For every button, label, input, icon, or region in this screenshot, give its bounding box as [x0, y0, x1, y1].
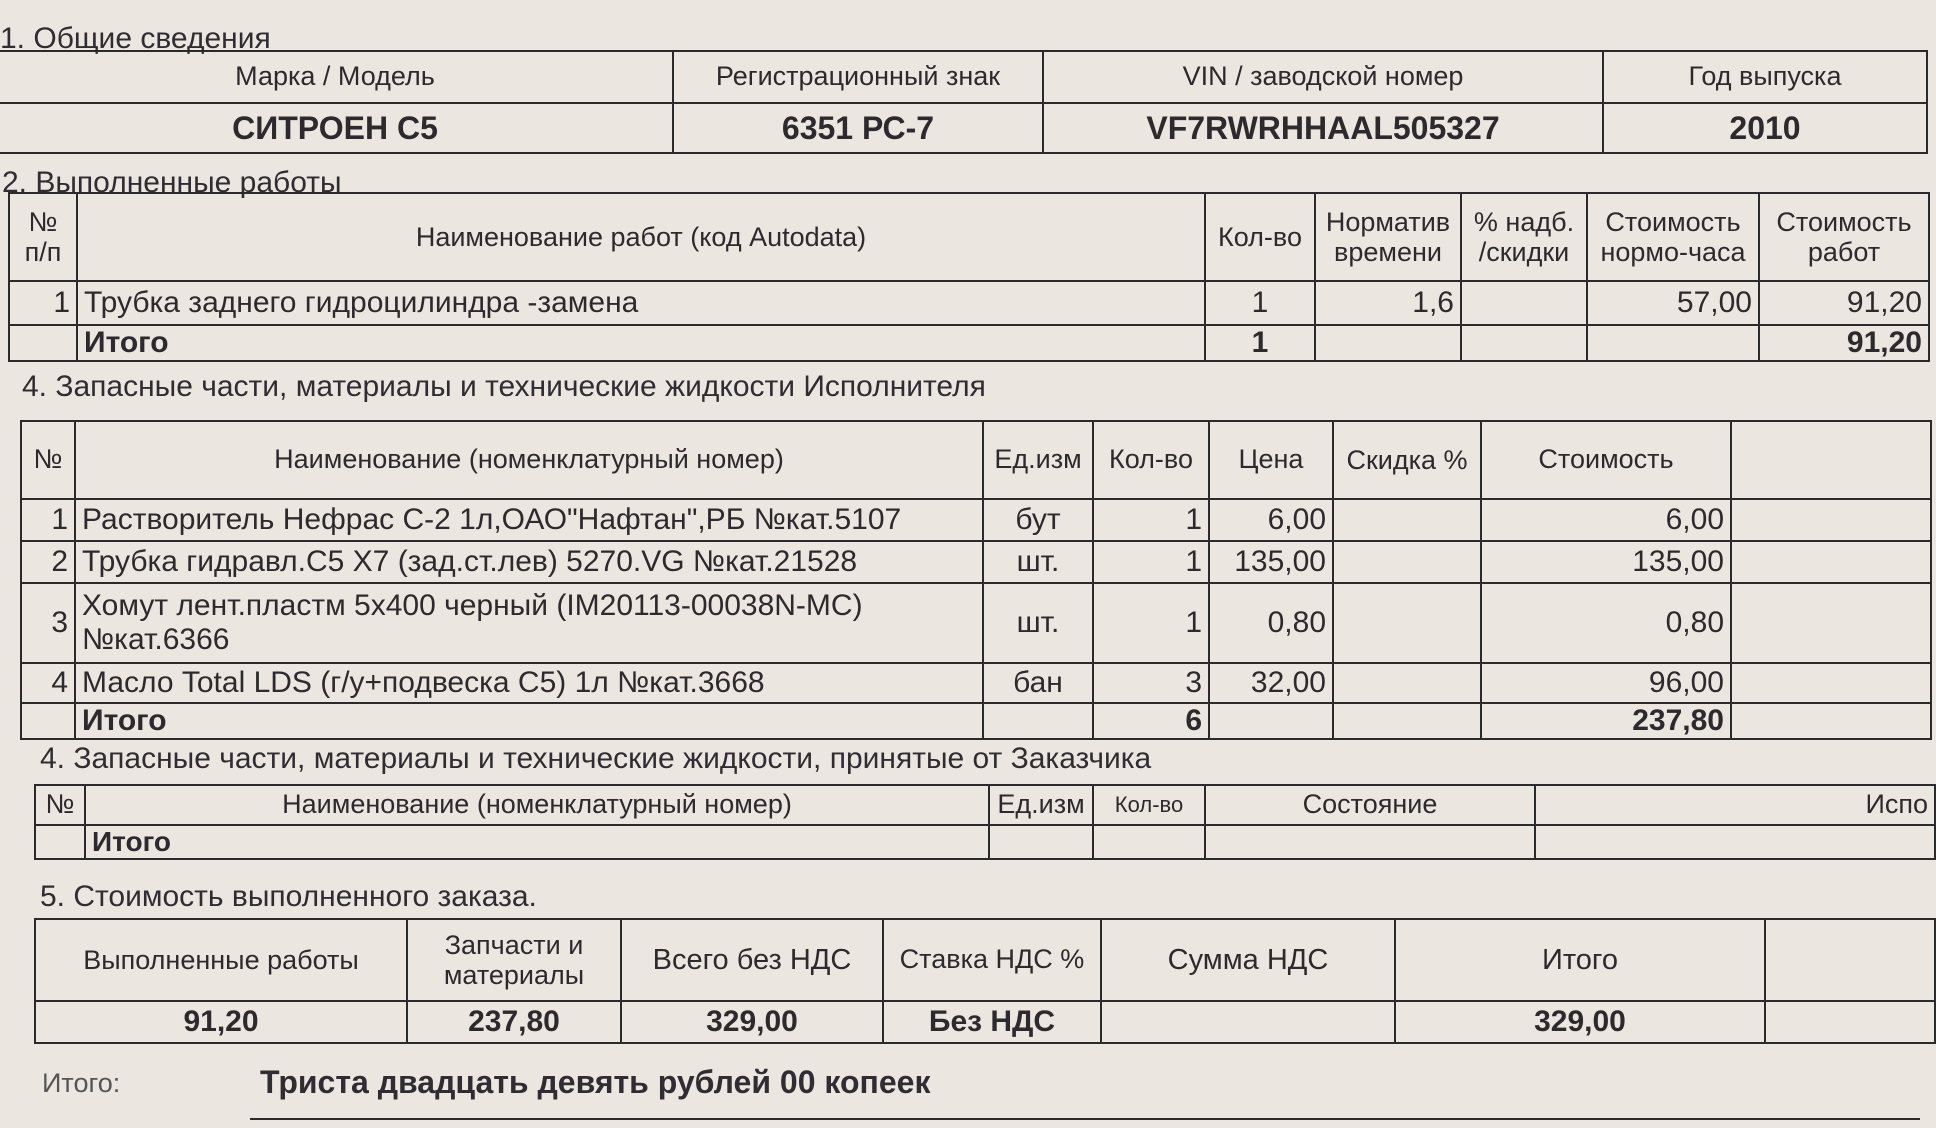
works-header-pct: % надб. /скидки	[1461, 193, 1587, 281]
header-year: Год выпуска	[1603, 51, 1927, 103]
customer-parts-total-row	[35, 825, 1935, 859]
part-qty: 1	[1093, 541, 1209, 583]
customer-parts-table	[34, 784, 1936, 860]
section-2-title: 2. Выполненные работы	[2, 166, 342, 199]
part-price: 135,00	[1209, 541, 1333, 583]
table-row	[9, 281, 1929, 325]
works-header-work-cost: Стоимость работ	[1759, 193, 1929, 281]
parts-total-cost: 237,80	[1481, 703, 1731, 739]
works-header-qty: Кол-во	[1205, 193, 1315, 281]
part-name: Трубка гидравл.C5 X7 (зад.ст.лев) 5270.VG №кат.21528	[75, 541, 983, 583]
part-discount	[1333, 663, 1481, 703]
works-total-row	[9, 325, 1929, 361]
parts-header-price: Цена	[1209, 421, 1333, 499]
works-total-label: Итого	[77, 325, 1205, 361]
cost-header-total: Итого	[1395, 919, 1765, 1001]
customer-parts-header-num: №	[35, 785, 85, 825]
value-reg-plate: 6351 РС-7	[673, 103, 1043, 153]
works-total-qty: 1	[1205, 325, 1315, 361]
work-num: 1	[9, 281, 77, 325]
work-hour-cost: 57,00	[1587, 281, 1759, 325]
table-row	[21, 663, 1931, 703]
parts-header-unit: Ед.изм	[983, 421, 1093, 499]
parts-total-row	[21, 703, 1931, 739]
part-num: 3	[21, 583, 75, 663]
works-header-name: Наименование работ (код Autodata)	[77, 193, 1205, 281]
parts-header-name: Наименование (номенклатурный номер)	[75, 421, 983, 499]
works-header-norm: Норматив времени	[1315, 193, 1461, 281]
table-row	[21, 499, 1931, 541]
section-4b-title: 4. Запасные части, материалы и технические жидкости, принятые от Заказчика	[40, 742, 1152, 775]
work-norm: 1,6	[1315, 281, 1461, 325]
parts-header-qty: Кол-во	[1093, 421, 1209, 499]
part-unit: бут	[983, 499, 1093, 541]
part-num: 2	[21, 541, 75, 583]
parts-header-cost: Стоимость	[1481, 421, 1731, 499]
parts-table	[20, 420, 1932, 740]
part-qty: 1	[1093, 499, 1209, 541]
value-vin: VF7RWRHHAAL505327	[1043, 103, 1603, 153]
cost-header-vat-sum: Сумма НДС	[1101, 919, 1395, 1001]
customer-parts-header-qty: Кол-во	[1093, 785, 1205, 825]
general-info-table	[0, 50, 1928, 154]
customer-parts-header-unit: Ед.изм	[989, 785, 1093, 825]
parts-total-qty: 6	[1093, 703, 1209, 739]
cost-value-vat-sum	[1101, 1001, 1395, 1043]
part-num: 4	[21, 663, 75, 703]
part-cost: 96,00	[1481, 663, 1731, 703]
part-cost: 135,00	[1481, 541, 1731, 583]
work-name: Трубка заднего гидроцилиндра -замена	[77, 281, 1205, 325]
part-cost: 0,80	[1481, 583, 1731, 663]
works-table	[8, 192, 1930, 362]
part-qty: 1	[1093, 583, 1209, 663]
part-discount	[1333, 499, 1481, 541]
cost-value-total: 329,00	[1395, 1001, 1765, 1043]
table-row	[21, 541, 1931, 583]
part-discount	[1333, 583, 1481, 663]
table-row	[21, 583, 1931, 663]
parts-total-label: Итого	[75, 703, 983, 739]
cost-header-works: Выполненные работы	[35, 919, 407, 1001]
customer-parts-header-name: Наименование (номенклатурный номер)	[85, 785, 989, 825]
value-year: 2010	[1603, 103, 1927, 153]
work-cost: 91,20	[1759, 281, 1929, 325]
part-price: 32,00	[1209, 663, 1333, 703]
cost-header-vat-rate: Ставка НДС %	[883, 919, 1101, 1001]
summary-label: Итого:	[42, 1068, 121, 1098]
part-price: 0,80	[1209, 583, 1333, 663]
parts-header-num: №	[21, 421, 75, 499]
works-header-hour-cost: Стоимость нормо-часа	[1587, 193, 1759, 281]
customer-parts-header-state: Состояние	[1205, 785, 1535, 825]
part-name: Масло Total LDS (г/у+подвеска С5) 1л №кат.3668	[75, 663, 983, 703]
cost-value-total-no-vat: 329,00	[621, 1001, 883, 1043]
customer-parts-total-label: Итого	[85, 825, 989, 859]
customer-parts-header-extra: Испо	[1535, 785, 1935, 825]
summary-amount-text: Триста двадцать девять рублей 00 копеек	[260, 1064, 931, 1100]
cost-value-vat-rate: Без НДС	[883, 1001, 1101, 1043]
cost-value-works: 91,20	[35, 1001, 407, 1043]
cost-header-total-no-vat: Всего без НДС	[621, 919, 883, 1001]
cost-header-parts: Запчасти и материалы	[407, 919, 621, 1001]
value-make-model: СИТРОЕН С5	[0, 103, 673, 153]
works-header-num: № п/п	[9, 193, 77, 281]
part-unit: бан	[983, 663, 1093, 703]
work-qty: 1	[1205, 281, 1315, 325]
signature-line	[250, 1118, 1920, 1120]
part-discount	[1333, 541, 1481, 583]
part-unit: шт.	[983, 583, 1093, 663]
part-cost: 6,00	[1481, 499, 1731, 541]
part-unit: шт.	[983, 541, 1093, 583]
parts-header-discount: Скидка %	[1333, 421, 1481, 499]
header-reg-plate: Регистрационный знак	[673, 51, 1043, 103]
works-total-cost: 91,20	[1759, 325, 1929, 361]
section-1-title: 1. Общие сведения	[0, 22, 271, 55]
part-name: Растворитель Нефрас С-2 1л,ОАО"Нафтан",РБ №кат.5107	[75, 499, 983, 541]
section-5-title: 5. Стоимость выполненного заказа.	[40, 880, 537, 913]
order-cost-table	[34, 918, 1936, 1044]
part-qty: 3	[1093, 663, 1209, 703]
part-price: 6,00	[1209, 499, 1333, 541]
part-num: 1	[21, 499, 75, 541]
work-pct	[1461, 281, 1587, 325]
header-make-model: Марка / Модель	[0, 51, 673, 103]
header-vin: VIN / заводской номер	[1043, 51, 1603, 103]
cost-value-parts: 237,80	[407, 1001, 621, 1043]
section-4a-title: 4. Запасные части, материалы и технические жидкости Исполнителя	[22, 370, 986, 403]
part-name: Хомут лент.пластм 5х400 черный (IM20113-00038N-MC) №кат.6366	[75, 583, 983, 663]
